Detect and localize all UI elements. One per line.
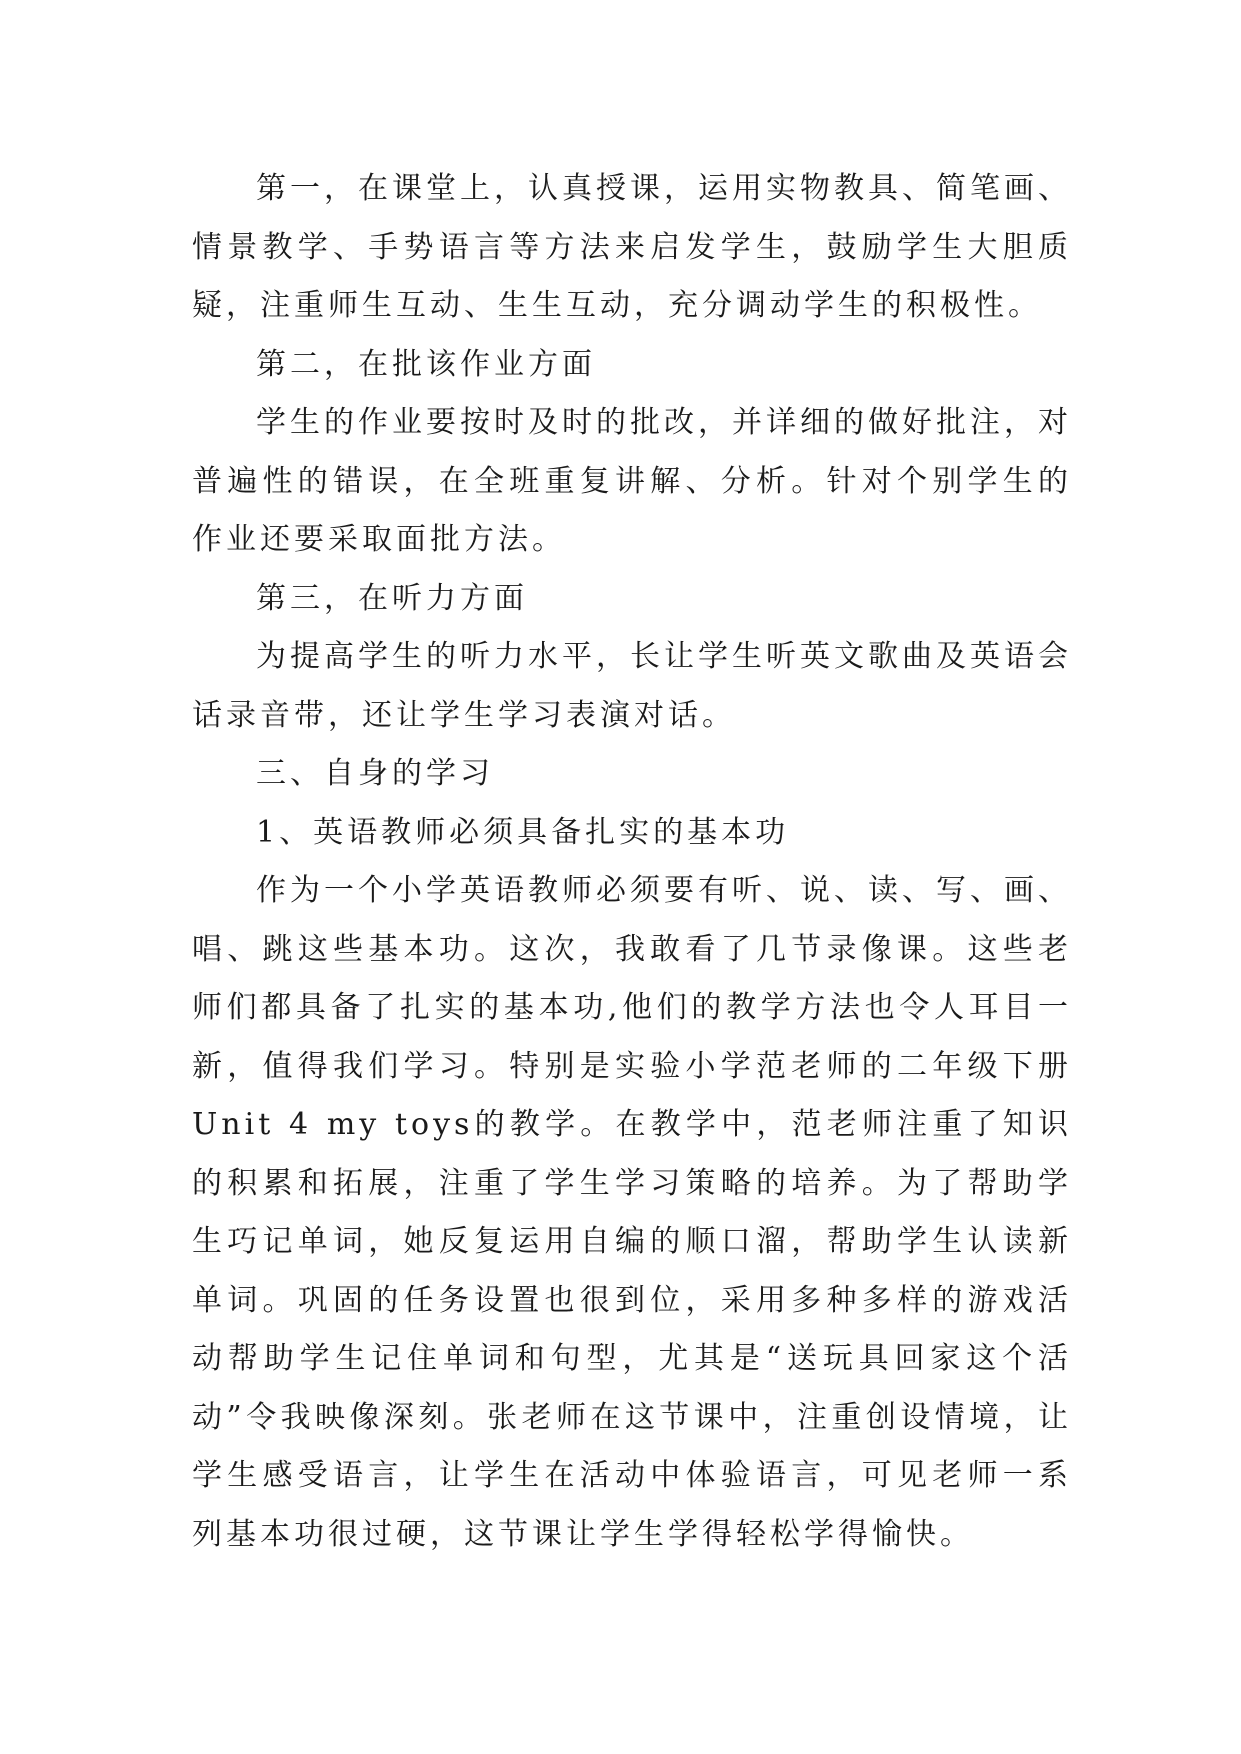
paragraph-basic-skills: 作为一个小学英语教师必须要有听、说、读、写、画、唱、跳这些基本功。这次，我敢看了几节录像课。这些老师们都具备了扎实的基本功,他们的教学方法也令人耳目一新，值得我们学习。特别是实验小学范老师的二年级下册Unit 4 my toys的教学。在教学中，范老师注重了知识的积累和拓展，注重了学生学习策略的培养。为了帮助学生巧记单词，她反复运用自编的顺口溜，帮助学生认读新单词。巩固的任务设置也很到位，采用多种多样的游戏活动帮助学生记住单词和句型，尤其是“送玩具回家这个活动”令我映像深刻。张老师在这节课中，注重创设情境，让学生感受语言，让学生在活动中体验语言，可见老师一系列基本功很过硬，这节课让学生学得轻松学得愉快。 [192,873,1072,1552]
paragraph-classroom-teaching: 第一，在课堂上，认真授课，运用实物教具、简笔画、情景教学、手势语言等方法来启发学生，鼓励学生大胆质疑，注重师生互动、生生互动，充分调动学生的积极性。 [192,171,1072,323]
heading-listening: 第三，在听力方面 [256,580,528,616]
heading-basic-skills: 1、英语教师必须具备扎实的基本功 [256,814,790,850]
heading-self-study: 三、自身的学习 [256,756,494,791]
paragraph-homework: 学生的作业要按时及时的批改，并详细的做好批注，对普遍性的错误，在全班重复讲解、分析。针对个别学生的作业还要采取面批方法。 [192,405,1072,557]
heading-homework: 第二，在批该作业方面 [256,346,596,382]
paragraph-listening: 为提高学生的听力水平，长让学生听英文歌曲及英语会话录音带，还让学生学习表演对话。 [192,639,1072,733]
body-text [192,160,1072,1564]
